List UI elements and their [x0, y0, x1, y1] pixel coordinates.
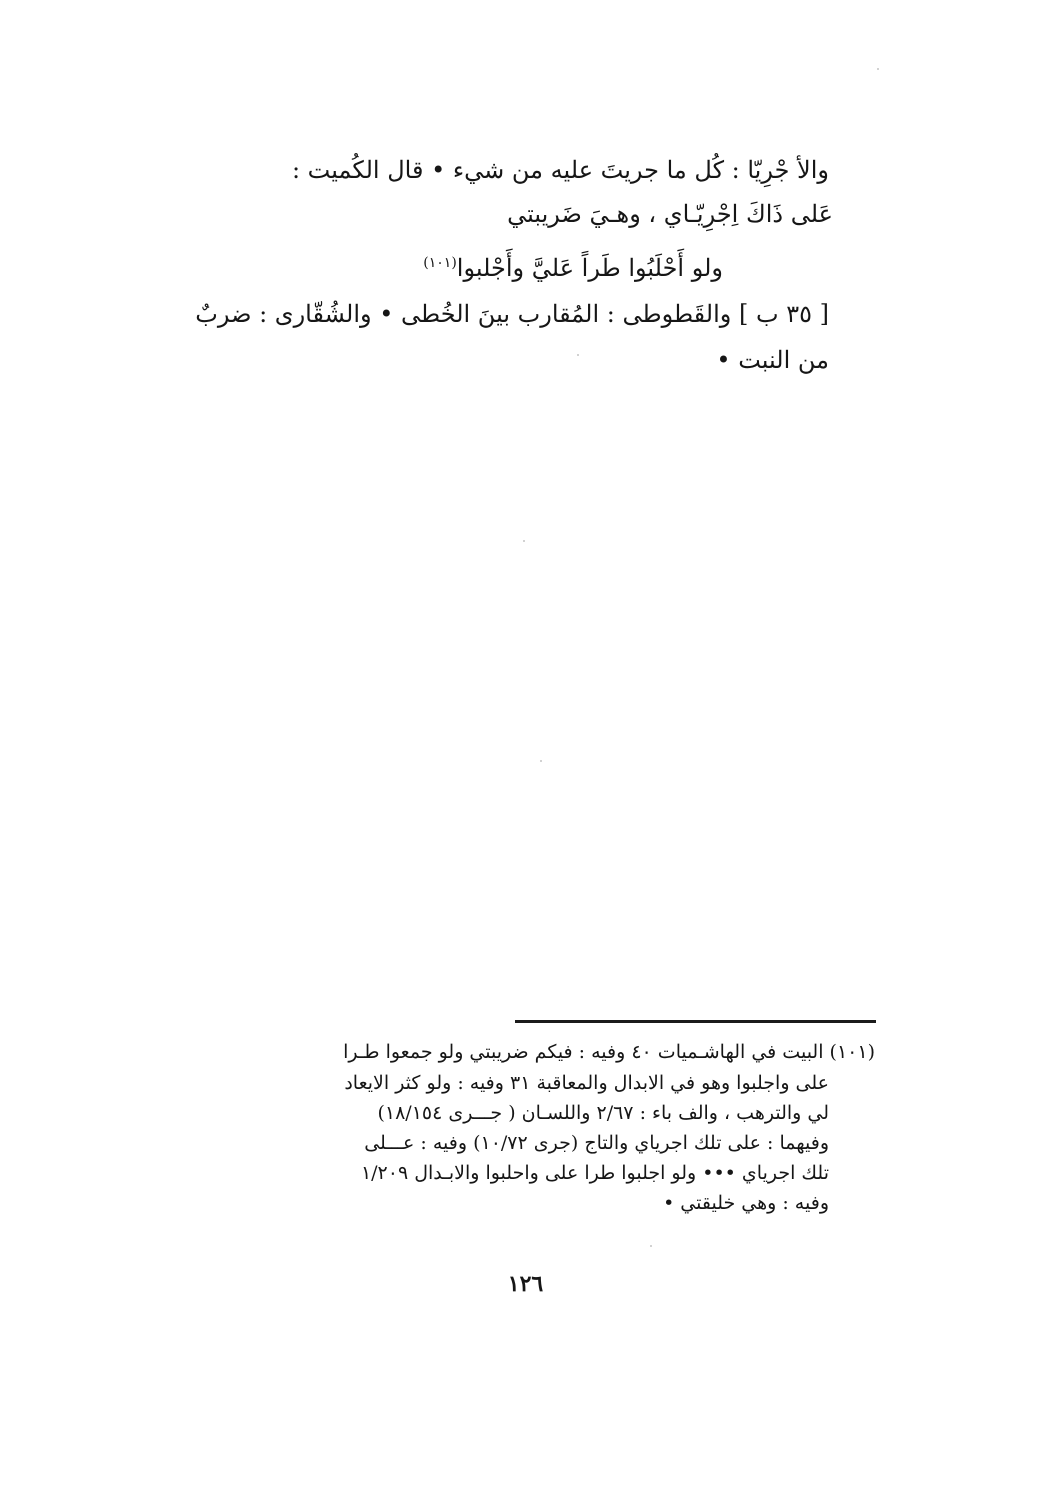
main-text-line-2: عَلى ذَاكَ اِجْرِيّـاي ، وهـيَ ضَريبتي — [507, 200, 833, 228]
scan-speck — [523, 540, 525, 542]
main-text-line-3 — [423, 256, 723, 280]
footnote-line-5: تلك اجرياي ••• ولو اجلبوا طرا على واحلبوا والابـدال ١/٢٠٩ — [360, 1162, 829, 1184]
scan-speck — [650, 1245, 652, 1247]
scan-speck — [540, 760, 542, 762]
scan-speck — [877, 68, 879, 70]
footnote-divider — [515, 1020, 876, 1023]
footnote-line-3: لي والترهب ، والف باء : ٢/٦٧ واللسـان ( جـــرى ١٨/١٥٤) — [377, 1102, 829, 1124]
scan-speck — [577, 354, 579, 356]
page-number: ١٢٦ — [507, 1271, 544, 1297]
main-text-line-1: والأ جْرِيّا : كُل ما جريتَ عليه من شيء • قال الكُميت : — [291, 156, 829, 184]
main-text-line-4: [ ٣٥ ب ] والقَطوطى : المُقارب بينَ الخُطى • والشُقّارى : ضربٌ — [195, 300, 829, 328]
footnote-line-6: وفيه : وهي خليقتي • — [663, 1192, 829, 1214]
verse-text: ولو أَحْلَبُوا طَراً عَليَّ وأَجْلبوا — [456, 254, 723, 282]
main-text-line-5: من النبت • — [716, 346, 829, 374]
footnote-line-4: وفيهما : على تلك اجرياي والتاج (جرى ١٠/٧٢) وفيه : عـــلى — [364, 1132, 829, 1154]
footnote-line-1: (١٠١) البيت في الهاشـميات ٤٠ وفيه : فيكم ضريبتي ولو جمعوا طـرا — [343, 1041, 875, 1063]
footnote-reference: (١٠١) — [423, 255, 457, 271]
footnote-line-2: على واجلبوا وهو في الابدال والمعاقبة ٣١ وفيه : ولو كثر الايعاد — [344, 1072, 829, 1094]
